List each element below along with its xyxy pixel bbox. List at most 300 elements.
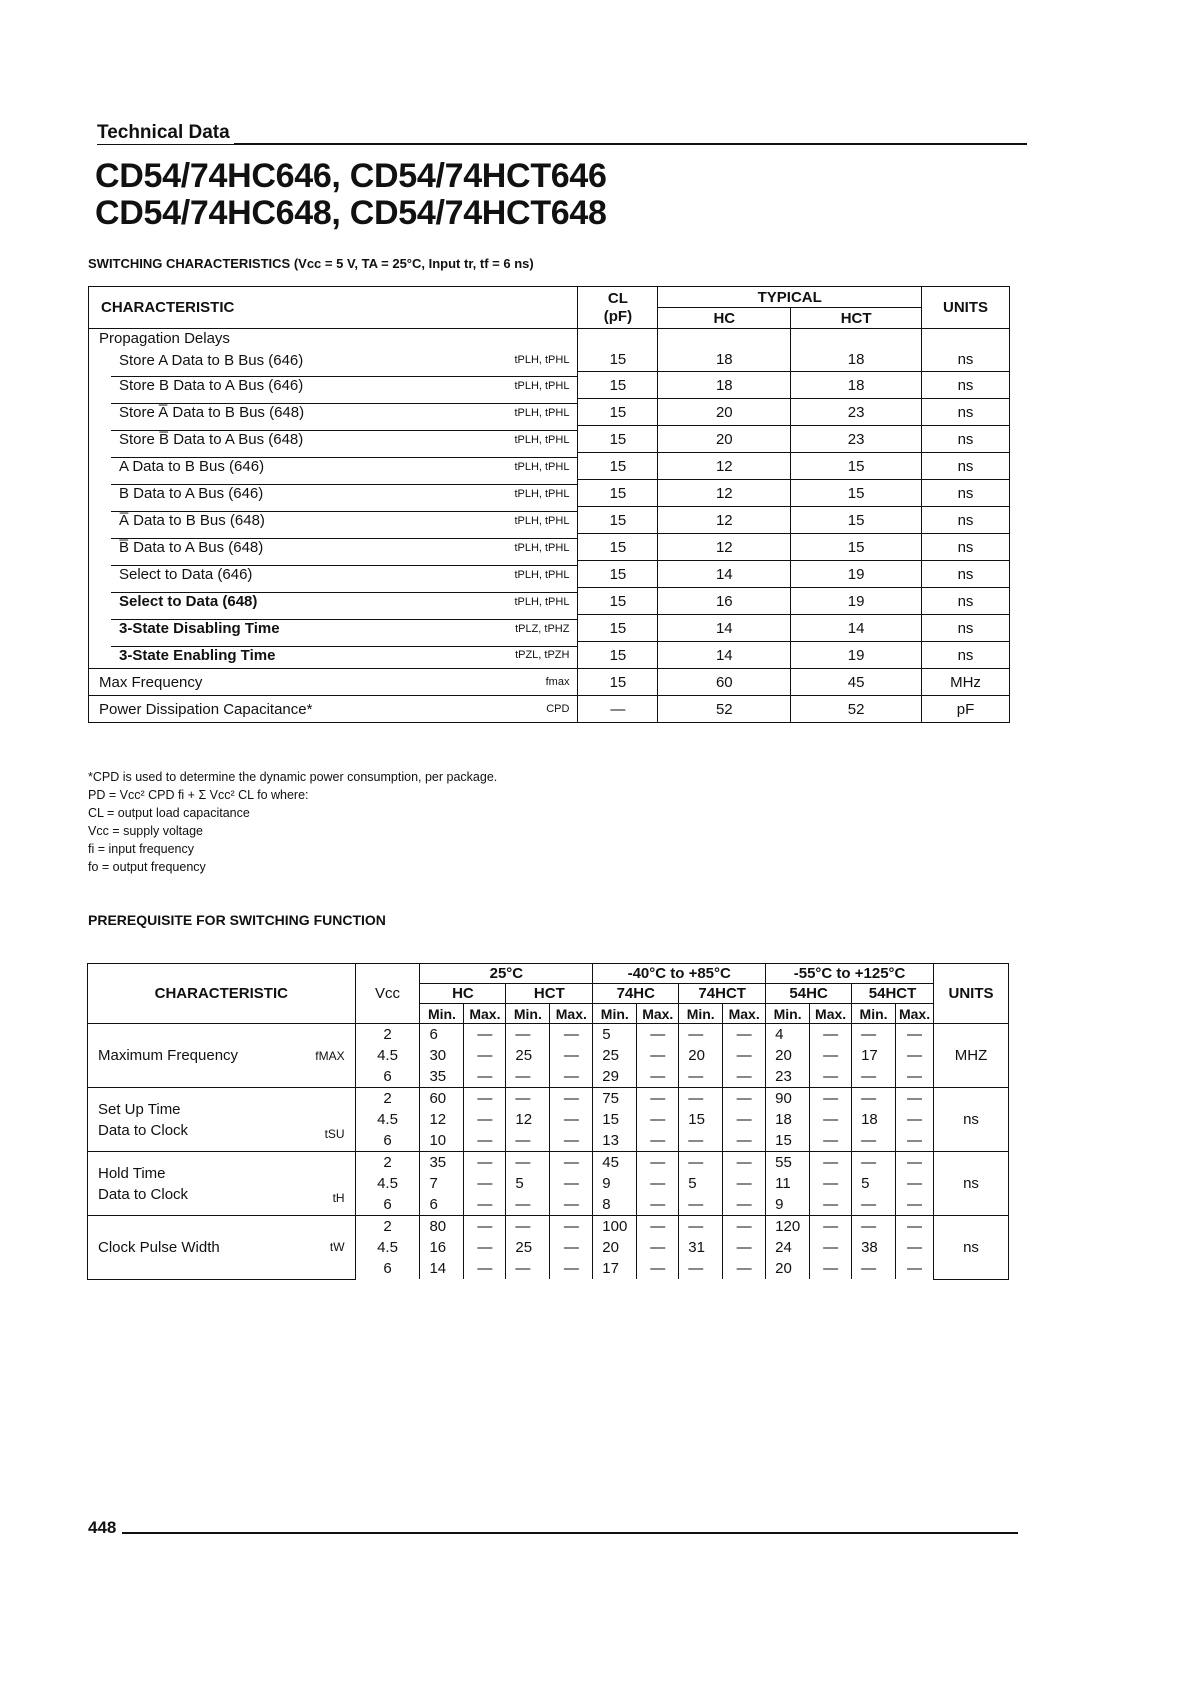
cell-units: ns (922, 534, 1010, 561)
prereq-symbol: tW (329, 1240, 345, 1255)
row-characteristic-wrap (111, 376, 577, 394)
min-header: Min. (506, 1004, 550, 1024)
switching-row (89, 615, 1010, 642)
min-cell: — (506, 1024, 550, 1046)
max-cell: — (637, 1258, 679, 1279)
switching-row (89, 426, 1010, 453)
min-cell: 30 (420, 1045, 464, 1066)
min-cell: 25 (506, 1045, 550, 1066)
device-header: 74HC (593, 984, 679, 1004)
characteristic-name: Max Frequency (99, 673, 203, 691)
cell-units: ns (922, 426, 1010, 453)
cell-hct: 18 (791, 349, 922, 372)
max-cell: — (723, 1130, 766, 1152)
device-header: 74HCT (679, 984, 766, 1004)
characteristic-symbol: tPLH, tPHL (514, 568, 570, 581)
max-cell: — (550, 1045, 593, 1066)
max-cell: — (810, 1045, 852, 1066)
vcc-cell: 2 (355, 1152, 420, 1174)
cell-hc: 18 (658, 372, 791, 399)
cell-units: ns (922, 507, 1010, 534)
propagation-delays-label: Propagation Delays (89, 329, 578, 349)
vcc-cell: 4.5 (355, 1109, 420, 1130)
min-cell: 6 (420, 1024, 464, 1046)
row-characteristic (89, 507, 578, 534)
switching-outer-row (89, 669, 1010, 696)
characteristic-symbol: tPLZ, tPHZ (515, 622, 570, 635)
max-cell: — (896, 1173, 934, 1194)
max-cell: — (550, 1152, 593, 1174)
min-header: Min. (852, 1004, 896, 1024)
cell-units: ns (922, 399, 1010, 426)
max-cell: — (896, 1258, 934, 1279)
max-cell: — (637, 1173, 679, 1194)
max-cell: — (723, 1045, 766, 1066)
cell-hc: 20 (658, 399, 791, 426)
min-cell: 5 (593, 1024, 637, 1046)
max-cell: — (723, 1024, 766, 1046)
units-cell: MHZ (934, 1024, 1009, 1088)
max-cell: — (896, 1088, 934, 1110)
switching-section-title: SWITCHING CHARACTERISTICS (Vcc = 5 V, TA = 25°C, Input tr, tf = 6 ns) (88, 256, 534, 271)
max-cell: — (810, 1024, 852, 1046)
group-label-row (89, 329, 1010, 349)
vcc-cell: 4.5 (355, 1045, 420, 1066)
min-cell: — (852, 1258, 896, 1279)
cell-units: ns (922, 453, 1010, 480)
characteristic-symbol: tPLH, tPHL (514, 595, 570, 608)
min-cell: 25 (593, 1045, 637, 1066)
row-characteristic-wrap (111, 430, 577, 448)
max-cell: — (810, 1130, 852, 1152)
cell-cl: 15 (578, 453, 658, 480)
prerequisite-row (88, 1088, 1009, 1110)
min-cell: 20 (679, 1045, 723, 1066)
min-cell: 24 (766, 1237, 810, 1258)
max-cell: — (637, 1109, 679, 1130)
prerequisite-row (88, 1152, 1009, 1174)
max-cell: — (810, 1066, 852, 1088)
row-characteristic-wrap (111, 565, 577, 583)
characteristic-name: Store B̅ Data to A Bus (648) (119, 431, 304, 448)
min-cell: 31 (679, 1237, 723, 1258)
title-line-1: CD54/74HC646, CD54/74HCT646 (95, 157, 607, 195)
min-cell: 100 (593, 1216, 637, 1238)
prereq-characteristic (88, 1088, 356, 1152)
max-cell: — (637, 1088, 679, 1110)
max-cell: — (464, 1173, 506, 1194)
max-cell: — (896, 1237, 934, 1258)
blank-cell (922, 329, 1010, 349)
characteristic-symbol: tPLH, tPHL (514, 433, 570, 446)
header-hct: HCT (791, 308, 922, 329)
cell-cl: 15 (578, 642, 658, 669)
cell-units: ns (922, 588, 1010, 615)
cell-units: MHz (922, 669, 1010, 696)
cell-hct: 45 (791, 669, 922, 696)
vcc-cell: 6 (355, 1258, 420, 1279)
max-cell: — (464, 1152, 506, 1174)
blank-cell (658, 329, 791, 349)
switching-outer-row (89, 696, 1010, 723)
vcc-cell: 4.5 (355, 1173, 420, 1194)
min-cell: 14 (420, 1258, 464, 1279)
max-cell: — (550, 1216, 593, 1238)
footnote-line: Vcc = supply voltage (88, 824, 203, 838)
min-cell: 15 (766, 1130, 810, 1152)
switching-row (89, 561, 1010, 588)
min-cell: — (852, 1024, 896, 1046)
min-cell: — (679, 1194, 723, 1216)
prereq-characteristic-name: Hold Time (98, 1164, 166, 1182)
row-characteristic (89, 480, 578, 507)
min-cell: 75 (593, 1088, 637, 1110)
cell-hct: 19 (791, 588, 922, 615)
row-characteristic-wrap (111, 484, 577, 502)
vcc-cell: 2 (355, 1216, 420, 1238)
max-header: Max. (723, 1004, 766, 1024)
cell-cl: 15 (578, 349, 658, 372)
cell-cl: 15 (578, 534, 658, 561)
max-cell: — (464, 1130, 506, 1152)
device-header: HC (420, 984, 506, 1004)
min-cell: — (679, 1152, 723, 1174)
max-cell: — (896, 1024, 934, 1046)
row-characteristic (89, 696, 578, 723)
max-cell: — (723, 1088, 766, 1110)
row-characteristic (89, 453, 578, 480)
min-cell: — (679, 1066, 723, 1088)
max-cell: — (550, 1088, 593, 1110)
min-cell: 20 (593, 1237, 637, 1258)
t2-header-temp-85: -40°C to +85°C (593, 964, 766, 984)
row-characteristic-wrap (111, 403, 577, 421)
units-cell: ns (934, 1216, 1009, 1280)
max-cell: — (637, 1216, 679, 1238)
min-cell: 16 (420, 1237, 464, 1258)
characteristic-symbol: tPZL, tPZH (515, 649, 570, 662)
switching-row (89, 507, 1010, 534)
row-characteristic (89, 426, 578, 453)
cell-hct: 18 (791, 372, 922, 399)
max-cell: — (637, 1066, 679, 1088)
characteristic-symbol: fmax (545, 676, 570, 688)
cell-hc: 12 (658, 453, 791, 480)
min-cell: 90 (766, 1088, 810, 1110)
page-footer (88, 1518, 1018, 1538)
max-header: Max. (896, 1004, 934, 1024)
blank-cell (578, 329, 658, 349)
header-units: UNITS (922, 287, 1010, 329)
max-cell: — (896, 1130, 934, 1152)
max-cell: — (723, 1152, 766, 1174)
max-cell: — (723, 1216, 766, 1238)
row-characteristic-wrap (111, 646, 577, 664)
header-label: Technical Data (97, 122, 234, 144)
device-header: 54HCT (852, 984, 934, 1004)
min-cell: 18 (852, 1109, 896, 1130)
header-cl-label: CL (607, 289, 628, 307)
page-header (97, 122, 1027, 144)
prereq-characteristic (88, 1152, 356, 1216)
cell-units: ns (922, 642, 1010, 669)
max-cell: — (810, 1173, 852, 1194)
row-characteristic-wrap (111, 457, 577, 475)
min-cell: — (506, 1066, 550, 1088)
units-cell: ns (934, 1088, 1009, 1152)
cell-cl: 15 (578, 615, 658, 642)
prereq-characteristic-lines (98, 1163, 188, 1205)
prereq-characteristic-name: Clock Pulse Width (98, 1238, 220, 1256)
prereq-symbol: tSU (324, 1126, 345, 1141)
max-cell: — (723, 1173, 766, 1194)
characteristic-name: Store A Data to B Bus (646) (119, 351, 304, 369)
row-characteristic (89, 561, 578, 588)
switching-row (89, 588, 1010, 615)
min-cell: — (679, 1258, 723, 1279)
prerequisite-section-title: PREREQUISITE FOR SWITCHING FUNCTION (88, 912, 386, 928)
characteristic-name: A Data to B Bus (646) (119, 458, 265, 475)
row-characteristic (89, 349, 578, 372)
cell-cl: 15 (578, 507, 658, 534)
max-cell: — (896, 1194, 934, 1216)
cell-units: pF (922, 696, 1010, 723)
footnote-line: fo = output frequency (88, 860, 206, 874)
cell-cl: 15 (578, 588, 658, 615)
max-header: Max. (464, 1004, 506, 1024)
characteristic-name: A̅ Data to B Bus (648) (119, 512, 265, 529)
characteristic-name: Select to Data (646) (119, 566, 253, 583)
max-cell: — (464, 1066, 506, 1088)
prerequisite-row (88, 1024, 1009, 1046)
min-cell: — (506, 1088, 550, 1110)
min-cell: — (506, 1130, 550, 1152)
min-header: Min. (420, 1004, 464, 1024)
page-number: 448 (88, 1518, 122, 1538)
min-header: Min. (766, 1004, 810, 1024)
prereq-characteristic-wrap (98, 1099, 355, 1141)
max-cell: — (810, 1216, 852, 1238)
max-cell: — (810, 1152, 852, 1174)
cell-hc: 18 (658, 349, 791, 372)
header-cl (578, 287, 658, 329)
cell-cl: 15 (578, 669, 658, 696)
characteristic-symbol: tPLH, tPHL (514, 354, 570, 366)
characteristic-name: Store B Data to A Bus (646) (119, 377, 304, 394)
max-cell: — (550, 1130, 593, 1152)
cell-hct: 15 (791, 534, 922, 561)
row-characteristic (89, 399, 578, 426)
switching-row (89, 453, 1010, 480)
max-cell: — (723, 1066, 766, 1088)
characteristic-name: 3-State Disabling Time (119, 620, 280, 637)
cell-hc: 14 (658, 615, 791, 642)
characteristic-name: Store A̅ Data to B Bus (648) (119, 404, 305, 421)
max-cell: — (464, 1109, 506, 1130)
t2-header-characteristic: CHARACTERISTIC (88, 964, 356, 1024)
cell-cl: 15 (578, 561, 658, 588)
header-hc: HC (658, 308, 791, 329)
min-cell: 17 (852, 1045, 896, 1066)
min-cell: 55 (766, 1152, 810, 1174)
max-header: Max. (637, 1004, 679, 1024)
cell-hct: 14 (791, 615, 922, 642)
max-cell: — (896, 1109, 934, 1130)
prereq-symbol: tH (332, 1190, 345, 1205)
row-characteristic-wrap (89, 701, 577, 718)
max-cell: — (464, 1216, 506, 1238)
footer-rule (88, 1532, 1018, 1534)
header-cl-unit: (pF) (603, 307, 633, 325)
characteristic-symbol: tPLH, tPHL (514, 460, 570, 473)
min-cell: 17 (593, 1258, 637, 1279)
max-cell: — (723, 1109, 766, 1130)
characteristic-symbol: tPLH, tPHL (514, 487, 570, 500)
characteristic-name: 3-State Enabling Time (119, 646, 276, 664)
min-cell: — (679, 1024, 723, 1046)
max-cell: — (464, 1088, 506, 1110)
prereq-characteristic-wrap (98, 1163, 355, 1205)
switching-row (89, 642, 1010, 669)
min-cell: 20 (766, 1045, 810, 1066)
prereq-characteristic-wrap (98, 1045, 355, 1066)
max-cell: — (464, 1258, 506, 1279)
prereq-characteristic-name: Data to Clock (98, 1185, 189, 1203)
max-cell: — (896, 1216, 934, 1238)
prereq-characteristic-wrap (98, 1237, 355, 1258)
min-cell: 29 (593, 1066, 637, 1088)
row-characteristic-wrap (111, 511, 577, 529)
vcc-cell: 6 (355, 1194, 420, 1216)
device-header: 54HC (766, 984, 852, 1004)
row-characteristic-wrap (111, 619, 577, 637)
row-characteristic (89, 372, 578, 399)
t2-header-temp-125: -55°C to +125°C (766, 964, 934, 984)
min-cell: — (506, 1152, 550, 1174)
min-cell: 4 (766, 1024, 810, 1046)
min-cell: 38 (852, 1237, 896, 1258)
cell-units: ns (922, 615, 1010, 642)
min-cell: — (506, 1216, 550, 1238)
min-cell: 7 (420, 1173, 464, 1194)
min-cell: 13 (593, 1130, 637, 1152)
footnote-line: *CPD is used to determine the dynamic power consumption, per package. (88, 770, 498, 784)
vcc-cell: 6 (355, 1066, 420, 1088)
min-cell: 5 (852, 1173, 896, 1194)
units-cell: ns (934, 1152, 1009, 1216)
footnotes (88, 768, 497, 876)
min-cell: 35 (420, 1152, 464, 1174)
header-characteristic: CHARACTERISTIC (89, 287, 578, 329)
min-cell: — (852, 1088, 896, 1110)
vcc-cell: 6 (355, 1130, 420, 1152)
cell-cl: 15 (578, 480, 658, 507)
row-characteristic (89, 534, 578, 561)
switching-row (89, 349, 1010, 372)
t2-header-vcc: Vcc (355, 964, 420, 1024)
min-cell: 5 (679, 1173, 723, 1194)
max-cell: — (723, 1194, 766, 1216)
cell-cl: — (578, 696, 658, 723)
max-cell: — (464, 1194, 506, 1216)
max-cell: — (550, 1237, 593, 1258)
cell-hc: 16 (658, 588, 791, 615)
min-cell: — (852, 1152, 896, 1174)
prerequisite-row (88, 1216, 1009, 1238)
min-cell: — (852, 1066, 896, 1088)
max-cell: — (810, 1194, 852, 1216)
t2-header-units: UNITS (934, 964, 1009, 1024)
cell-hc: 20 (658, 426, 791, 453)
blank-cell (791, 329, 922, 349)
row-characteristic (89, 588, 578, 615)
min-cell: 80 (420, 1216, 464, 1238)
min-cell: — (852, 1130, 896, 1152)
cell-hct: 19 (791, 561, 922, 588)
min-cell: 20 (766, 1258, 810, 1279)
max-cell: — (723, 1258, 766, 1279)
characteristic-symbol: tPLH, tPHL (514, 541, 570, 554)
prerequisite-table (87, 963, 1009, 1280)
cell-hct: 15 (791, 453, 922, 480)
min-cell: — (679, 1216, 723, 1238)
min-cell: 23 (766, 1066, 810, 1088)
min-cell: 9 (593, 1173, 637, 1194)
min-cell: 15 (593, 1109, 637, 1130)
prereq-characteristic-name: Set Up Time (98, 1100, 181, 1118)
min-cell: 10 (420, 1130, 464, 1152)
max-cell: — (810, 1088, 852, 1110)
max-cell: — (464, 1024, 506, 1046)
max-cell: — (637, 1237, 679, 1258)
prereq-characteristic-lines (98, 1099, 188, 1141)
min-cell: — (679, 1088, 723, 1110)
prereq-characteristic (88, 1024, 356, 1088)
row-characteristic-wrap (111, 538, 577, 556)
cell-hc: 14 (658, 561, 791, 588)
max-cell: — (637, 1130, 679, 1152)
cell-hct: 15 (791, 507, 922, 534)
min-cell: 12 (420, 1109, 464, 1130)
min-header: Min. (593, 1004, 637, 1024)
max-cell: — (550, 1109, 593, 1130)
max-cell: — (464, 1237, 506, 1258)
t2-header-temp-25: 25°C (420, 964, 593, 984)
cell-hc: 12 (658, 507, 791, 534)
vcc-cell: 4.5 (355, 1237, 420, 1258)
min-cell: 5 (506, 1173, 550, 1194)
characteristic-name: B Data to A Bus (646) (119, 485, 264, 502)
min-cell: 11 (766, 1173, 810, 1194)
max-cell: — (810, 1237, 852, 1258)
switching-row (89, 372, 1010, 399)
characteristic-symbol: CPD (546, 703, 570, 715)
min-cell: — (506, 1194, 550, 1216)
switching-row (89, 399, 1010, 426)
max-cell: — (810, 1258, 852, 1279)
min-cell: 8 (593, 1194, 637, 1216)
max-cell: — (896, 1152, 934, 1174)
min-header: Min. (679, 1004, 723, 1024)
min-cell: 120 (766, 1216, 810, 1238)
switching-characteristics-table (88, 286, 1010, 723)
min-cell: — (852, 1216, 896, 1238)
min-cell: — (506, 1258, 550, 1279)
max-cell: — (896, 1045, 934, 1066)
min-cell: 60 (420, 1088, 464, 1110)
max-cell: — (550, 1194, 593, 1216)
min-cell: 35 (420, 1066, 464, 1088)
